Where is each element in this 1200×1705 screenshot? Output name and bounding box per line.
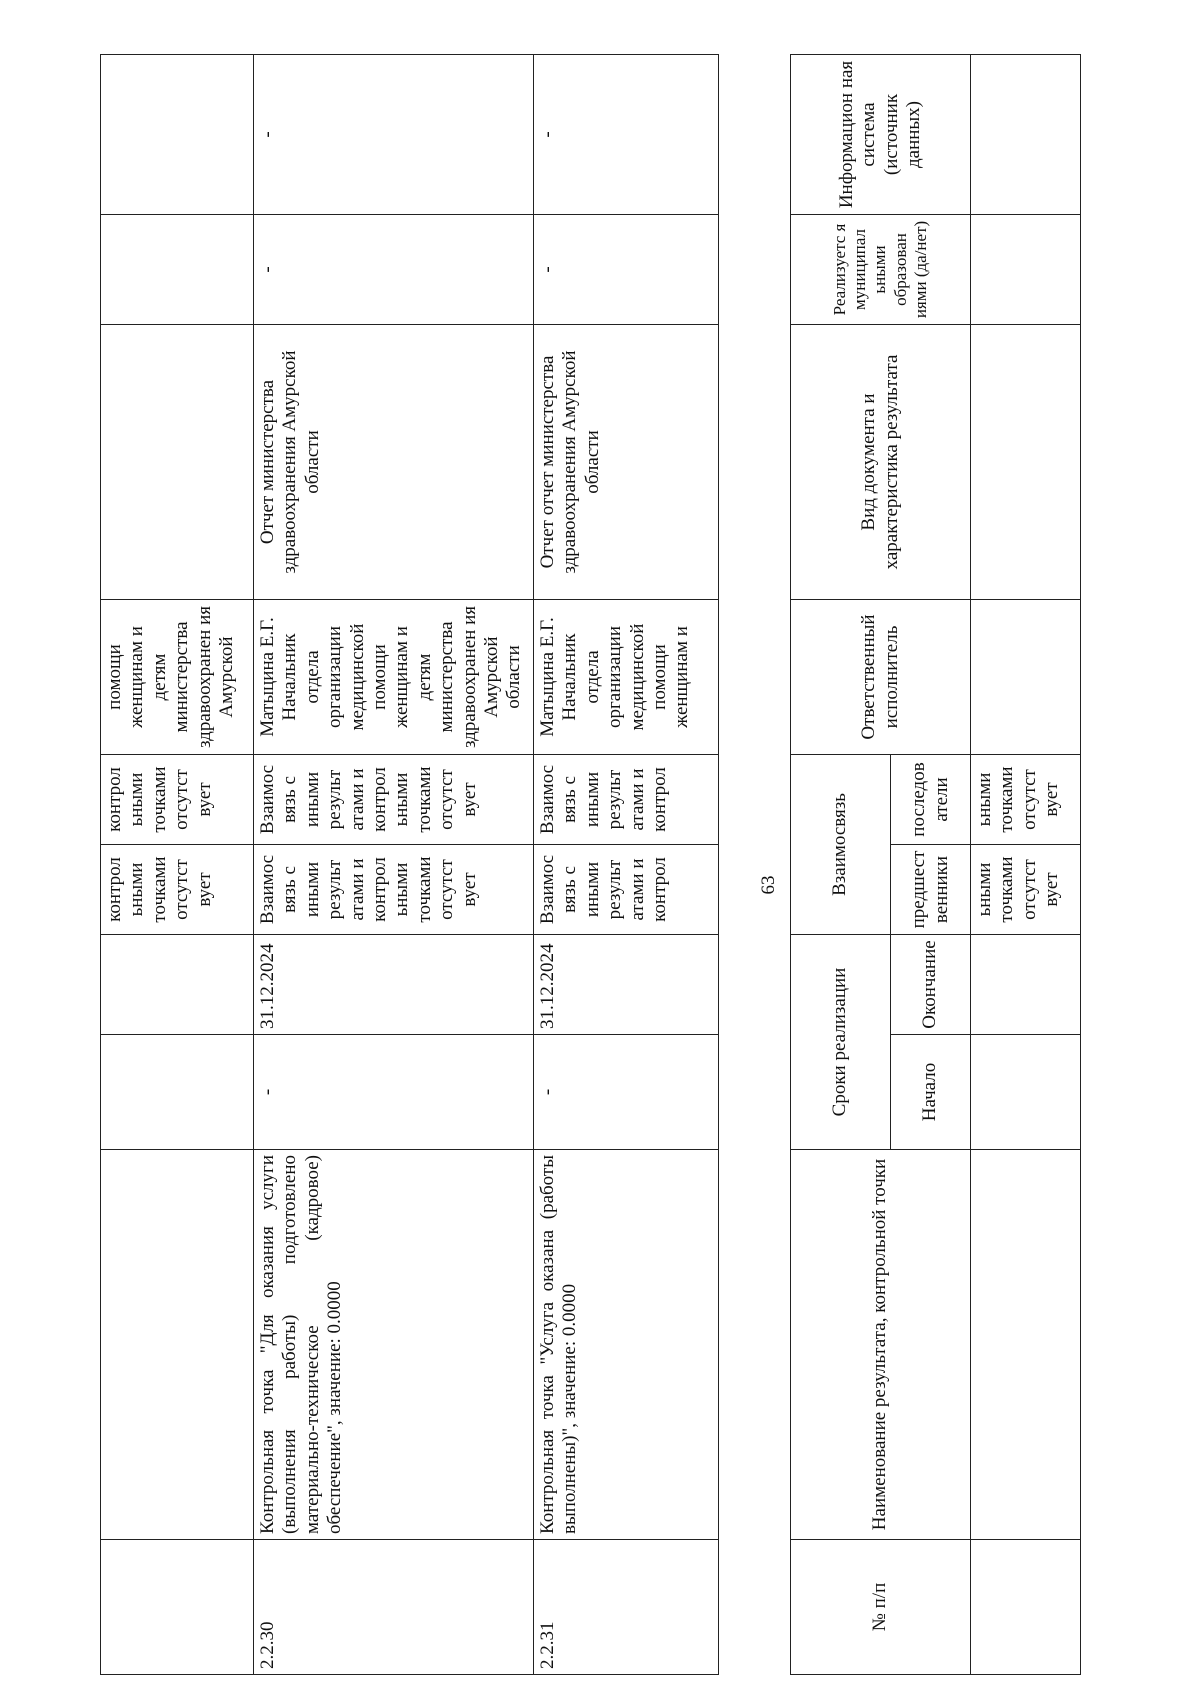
results-table-continued — [100, 54, 719, 1675]
cell-end — [971, 935, 1081, 1035]
cell-start — [101, 1035, 254, 1150]
cell-predecessors: контрол ьными точками отсутст вует — [101, 845, 254, 935]
cell-predecessors: ьными точками отсутст вует — [971, 845, 1081, 935]
header-system: Информацион ная система (источник данных) — [791, 55, 971, 215]
header-successors: последов атели — [891, 755, 971, 845]
cell-start — [971, 1035, 1081, 1150]
cell-num — [971, 1540, 1081, 1675]
cell-document — [101, 325, 254, 600]
cell-name: Контрольная точка "Услуга оказана (работы выполнены)", значение: 0.0000 — [534, 1150, 719, 1540]
table-row — [534, 55, 719, 1675]
header-row — [791, 55, 891, 1675]
cell-executor — [101, 600, 254, 755]
cell-municipal: - — [534, 215, 719, 325]
cell-successors: ьными точками отсутст вует — [971, 755, 1081, 845]
cell-num — [101, 1540, 254, 1675]
cell-end: 31.12.2024 — [534, 935, 719, 1035]
cell-name — [101, 1150, 254, 1540]
cell-document: Отчет министерства здравоохранения Амурской области — [254, 325, 534, 600]
page-number: 63 — [758, 875, 779, 895]
cell-system: - — [254, 55, 534, 215]
cell-predecessors: Взаимос вязь с иными результ атами и контрол ьными точками отсутст вует — [254, 845, 534, 935]
header-start: Начало — [891, 1035, 971, 1150]
cell-name — [971, 1150, 1081, 1540]
header-name: Наименование результата, контрольной точки — [791, 1150, 971, 1540]
cell-system: - — [534, 55, 719, 215]
cell-successors: Взаимос вязь с иными результ атами и контрол ьными точками отсутст вует — [254, 755, 534, 845]
cell-end: 31.12.2024 — [254, 935, 534, 1035]
cell-end — [101, 935, 254, 1035]
cell-executor: Матыцина Е.Г. Начальник отдела организации медицинской помощи женщинам и детям министерства здравоохранен ия Амурской области — [254, 600, 534, 755]
cell-executor — [971, 600, 1081, 755]
results-table-next — [790, 54, 1081, 1675]
cell-municipal — [971, 215, 1081, 325]
cell-document: Отчет отчет министерства здравоохранения Амурской области — [534, 325, 719, 600]
header-executor: Ответственный исполнитель — [791, 600, 971, 755]
header-end: Окончание — [891, 935, 971, 1035]
table-row — [101, 55, 254, 1675]
cell-start: - — [254, 1035, 534, 1150]
cell-start: - — [534, 1035, 719, 1150]
cell-system — [101, 55, 254, 215]
header-document: Вид документа и характеристика результата — [791, 325, 971, 600]
cell-num: 2.2.31 — [534, 1540, 719, 1675]
executor-text: помощи женщинам и детям министерства здравоохранен ия Амурской — [104, 606, 238, 748]
header-predecessors: предшест венники — [891, 845, 971, 935]
header-terms: Сроки реализации — [791, 935, 891, 1150]
cell-successors: контрол ьными точками отсутст вует — [101, 755, 254, 845]
cell-municipal — [101, 215, 254, 325]
header-municipal: Реализуетс я муниципал ьными образован иями (да/нет) — [791, 215, 971, 325]
cell-num: 2.2.30 — [254, 1540, 534, 1675]
cell-executor: Матыцина Е.Г. Начальник отдела организации медицинской помощи женщинам и — [534, 600, 719, 755]
cell-name: Контрольная точка "Для оказания услуги (выполнения работы) подготовлено материально-техническое (кадровое) обеспечение", значение: 0.0000 — [254, 1150, 534, 1540]
header-link: Взаимосвязь — [791, 755, 891, 935]
cell-document — [971, 325, 1081, 600]
cell-municipal: - — [254, 215, 534, 325]
cell-predecessors: Взаимос вязь с иными результ атами и контрол — [534, 845, 719, 935]
cell-system — [971, 55, 1081, 215]
cell-successors: Взаимос вязь с иными результ атами и контрол — [534, 755, 719, 845]
header-num: № п/п — [791, 1540, 971, 1675]
table-row — [254, 55, 534, 1675]
table-row — [971, 55, 1081, 1675]
